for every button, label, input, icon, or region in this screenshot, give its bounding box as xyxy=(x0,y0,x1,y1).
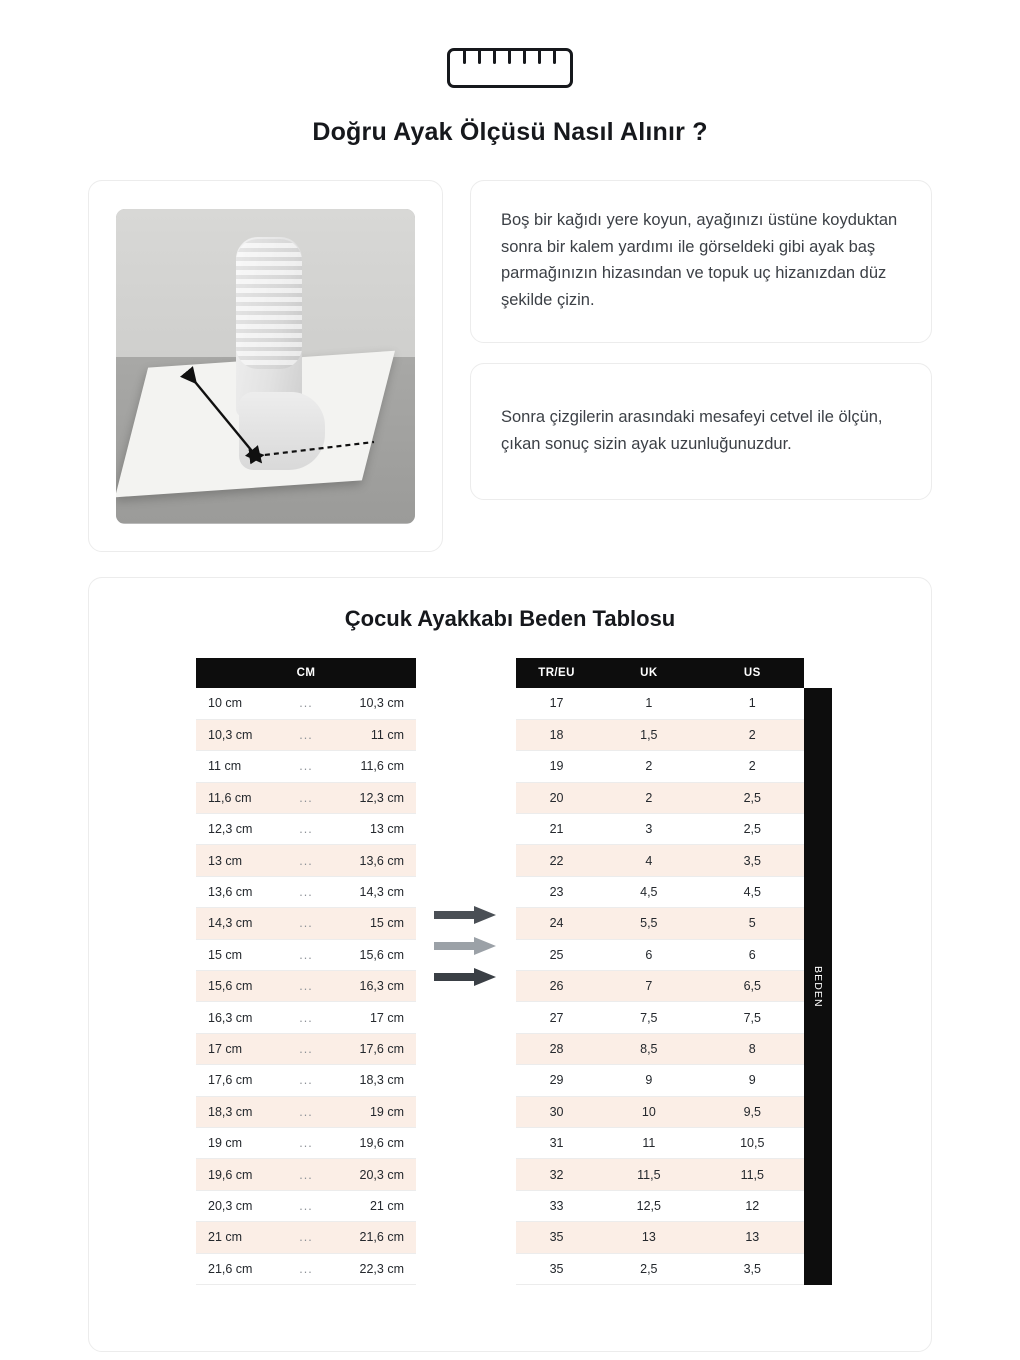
cm-to: 17 cm xyxy=(328,1002,416,1033)
arrow-right-icon-2 xyxy=(434,937,498,955)
cm-to: 21,6 cm xyxy=(328,1222,416,1253)
uk-value: 10 xyxy=(597,1096,700,1127)
cm-to: 11,6 cm xyxy=(328,751,416,782)
tr-eu-value: 20 xyxy=(516,782,597,813)
cm-from: 17 cm xyxy=(196,1033,284,1064)
cm-to: 19,6 cm xyxy=(328,1127,416,1158)
uk-value: 7,5 xyxy=(597,1002,700,1033)
instruction-text-2: Sonra çizgilerin arasındaki mesafeyi cetvel ile ölçün, çıkan sonuç sizin ayak uzunluğunuzdur. xyxy=(501,407,883,453)
table-row xyxy=(196,1253,416,1284)
tr-eu-value: 35 xyxy=(516,1253,597,1284)
tr-eu-value: 26 xyxy=(516,971,597,1002)
uk-value: 3 xyxy=(597,814,700,845)
cm-table xyxy=(196,658,416,1285)
tr-eu-value: 35 xyxy=(516,1222,597,1253)
uk-value: 1,5 xyxy=(597,719,700,750)
tr-eu-value: 33 xyxy=(516,1190,597,1221)
cm-to: 16,3 cm xyxy=(328,971,416,1002)
cm-from: 21 cm xyxy=(196,1222,284,1253)
arrow-right-icon-3 xyxy=(434,968,498,986)
table-row xyxy=(516,876,804,907)
table-row xyxy=(196,1033,416,1064)
table-row xyxy=(516,1159,804,1190)
us-value: 3,5 xyxy=(701,845,804,876)
table-row xyxy=(516,1033,804,1064)
cm-from: 12,3 cm xyxy=(196,814,284,845)
uk-value: 1 xyxy=(597,688,700,719)
tr-eu-value: 29 xyxy=(516,1065,597,1096)
cm-to: 21 cm xyxy=(328,1190,416,1221)
uk-value: 6 xyxy=(597,939,700,970)
range-dots: ... xyxy=(284,1127,328,1158)
page-title: Doğru Ayak Ölçüsü Nasıl Alınır ? xyxy=(312,118,708,146)
arrow-right-icon-1 xyxy=(434,906,498,924)
us-value: 9,5 xyxy=(701,1096,804,1127)
cm-from: 21,6 cm xyxy=(196,1253,284,1284)
cm-to: 13 cm xyxy=(328,814,416,845)
us-value: 11,5 xyxy=(701,1159,804,1190)
tr-eu-value: 19 xyxy=(516,751,597,782)
size-table-title: Çocuk Ayakkabı Beden Tablosu xyxy=(344,606,676,631)
tr-eu-value: 27 xyxy=(516,1002,597,1033)
cm-from: 15,6 cm xyxy=(196,971,284,1002)
tr-eu-value: 28 xyxy=(516,1033,597,1064)
uk-value: 2,5 xyxy=(597,1253,700,1284)
cm-from: 18,3 cm xyxy=(196,1096,284,1127)
beden-label: BEDEN xyxy=(812,965,824,1008)
range-dots: ... xyxy=(284,845,328,876)
uk-value: 9 xyxy=(597,1065,700,1096)
table-row xyxy=(196,1002,416,1033)
table-row xyxy=(196,1096,416,1127)
range-dots: ... xyxy=(284,1033,328,1064)
table-row xyxy=(196,719,416,750)
us-value: 2,5 xyxy=(701,814,804,845)
tr-eu-header: TR/EU xyxy=(516,658,597,688)
us-value: 6 xyxy=(701,939,804,970)
range-dots: ... xyxy=(284,1222,328,1253)
cm-from: 20,3 cm xyxy=(196,1190,284,1221)
instruction-card-1 xyxy=(470,180,932,343)
cm-from: 19 cm xyxy=(196,1127,284,1158)
foot-measure-photo-card xyxy=(88,180,443,552)
table-row xyxy=(196,845,416,876)
uk-value: 13 xyxy=(597,1222,700,1253)
table-row xyxy=(516,939,804,970)
us-value: 6,5 xyxy=(701,971,804,1002)
uk-value: 4,5 xyxy=(597,876,700,907)
cm-from: 10 cm xyxy=(196,688,284,719)
table-row xyxy=(516,751,804,782)
us-value: 2 xyxy=(701,719,804,750)
table-row xyxy=(516,845,804,876)
cm-to: 11 cm xyxy=(328,719,416,750)
cm-to: 10,3 cm xyxy=(328,688,416,719)
us-value: 3,5 xyxy=(701,1253,804,1284)
table-row xyxy=(516,782,804,813)
range-dots: ... xyxy=(284,908,328,939)
beden-vertical-bar xyxy=(804,688,832,1285)
us-value: 7,5 xyxy=(701,1002,804,1033)
range-dots: ... xyxy=(284,1159,328,1190)
instruction-card-2 xyxy=(470,363,932,500)
foot-measure-photo xyxy=(116,209,415,524)
us-value: 9 xyxy=(701,1065,804,1096)
ruler-icon xyxy=(447,48,573,88)
table-row xyxy=(196,876,416,907)
cm-from: 14,3 cm xyxy=(196,908,284,939)
table-row xyxy=(196,688,416,719)
range-dots: ... xyxy=(284,971,328,1002)
cm-to: 14,3 cm xyxy=(328,876,416,907)
table-row xyxy=(516,719,804,750)
arrows-group xyxy=(416,906,516,986)
range-dots: ... xyxy=(284,814,328,845)
cm-from: 15 cm xyxy=(196,939,284,970)
tr-eu-value: 17 xyxy=(516,688,597,719)
cm-header: CM xyxy=(196,658,416,688)
cm-to: 20,3 cm xyxy=(328,1159,416,1190)
uk-value: 11,5 xyxy=(597,1159,700,1190)
range-dots: ... xyxy=(284,1253,328,1284)
uk-value: 11 xyxy=(597,1127,700,1158)
cm-to: 13,6 cm xyxy=(328,845,416,876)
table-row xyxy=(196,1065,416,1096)
range-dots: ... xyxy=(284,1002,328,1033)
table-row xyxy=(516,688,804,719)
us-value: 4,5 xyxy=(701,876,804,907)
range-dots: ... xyxy=(284,939,328,970)
size-table-card xyxy=(88,577,932,1352)
table-row xyxy=(196,1159,416,1190)
cm-from: 13,6 cm xyxy=(196,876,284,907)
table-row xyxy=(196,939,416,970)
tr-eu-value: 25 xyxy=(516,939,597,970)
tr-eu-value: 31 xyxy=(516,1127,597,1158)
tr-eu-value: 22 xyxy=(516,845,597,876)
table-row xyxy=(516,1253,804,1284)
uk-value: 5,5 xyxy=(597,908,700,939)
table-row xyxy=(516,814,804,845)
range-dots: ... xyxy=(284,751,328,782)
range-dots: ... xyxy=(284,688,328,719)
table-row xyxy=(196,782,416,813)
tr-eu-value: 18 xyxy=(516,719,597,750)
table-row xyxy=(516,971,804,1002)
cm-to: 18,3 cm xyxy=(328,1065,416,1096)
table-row xyxy=(196,908,416,939)
range-dots: ... xyxy=(284,876,328,907)
table-row xyxy=(196,751,416,782)
cm-to: 22,3 cm xyxy=(328,1253,416,1284)
instructions-row xyxy=(88,180,932,552)
table-row xyxy=(516,1190,804,1221)
cm-from: 13 cm xyxy=(196,845,284,876)
measure-arrow-overlay xyxy=(116,209,415,524)
cm-to: 15 cm xyxy=(328,908,416,939)
table-row xyxy=(516,908,804,939)
cm-from: 11 cm xyxy=(196,751,284,782)
table-row xyxy=(196,1190,416,1221)
uk-header: UK xyxy=(597,658,700,688)
table-row xyxy=(516,1096,804,1127)
us-value: 10,5 xyxy=(701,1127,804,1158)
uk-value: 12,5 xyxy=(597,1190,700,1221)
tr-eu-value: 24 xyxy=(516,908,597,939)
range-dots: ... xyxy=(284,1065,328,1096)
cm-to: 12,3 cm xyxy=(328,782,416,813)
cm-to: 15,6 cm xyxy=(328,939,416,970)
uk-value: 2 xyxy=(597,782,700,813)
instruction-text-1: Boş bir kağıdı yere koyun, ayağınızı üstüne koyduktan sonra bir kalem yardımı ile görseldeki gibi ayak baş parmağınızın hizasından ve topuk uç hizanızdan düz şekilde çizin. xyxy=(501,211,898,310)
us-value: 5 xyxy=(701,908,804,939)
us-value: 8 xyxy=(701,1033,804,1064)
tr-eu-value: 30 xyxy=(516,1096,597,1127)
range-dots: ... xyxy=(284,1190,328,1221)
tr-eu-value: 32 xyxy=(516,1159,597,1190)
ruler-icon-wrap xyxy=(88,48,932,88)
instruction-texts xyxy=(470,180,932,500)
uk-value: 8,5 xyxy=(597,1033,700,1064)
range-dots: ... xyxy=(284,1096,328,1127)
tables-area xyxy=(89,658,931,1285)
uk-value: 4 xyxy=(597,845,700,876)
table-row xyxy=(196,814,416,845)
table-row xyxy=(516,1127,804,1158)
cm-from: 19,6 cm xyxy=(196,1159,284,1190)
us-value: 12 xyxy=(701,1190,804,1221)
size-table xyxy=(516,658,804,1285)
cm-to: 17,6 cm xyxy=(328,1033,416,1064)
table-row xyxy=(516,1065,804,1096)
tr-eu-value: 21 xyxy=(516,814,597,845)
table-row xyxy=(196,1222,416,1253)
us-value: 1 xyxy=(701,688,804,719)
cm-from: 10,3 cm xyxy=(196,719,284,750)
table-row xyxy=(196,971,416,1002)
uk-value: 2 xyxy=(597,751,700,782)
table-row xyxy=(516,1222,804,1253)
us-value: 2,5 xyxy=(701,782,804,813)
cm-from: 11,6 cm xyxy=(196,782,284,813)
us-value: 2 xyxy=(701,751,804,782)
us-header: US xyxy=(701,658,804,688)
range-dots: ... xyxy=(284,782,328,813)
cm-from: 17,6 cm xyxy=(196,1065,284,1096)
range-dots: ... xyxy=(284,719,328,750)
cm-to: 19 cm xyxy=(328,1096,416,1127)
table-row xyxy=(196,1127,416,1158)
table-row xyxy=(516,1002,804,1033)
us-value: 13 xyxy=(701,1222,804,1253)
cm-from: 16,3 cm xyxy=(196,1002,284,1033)
uk-value: 7 xyxy=(597,971,700,1002)
tr-eu-value: 23 xyxy=(516,876,597,907)
